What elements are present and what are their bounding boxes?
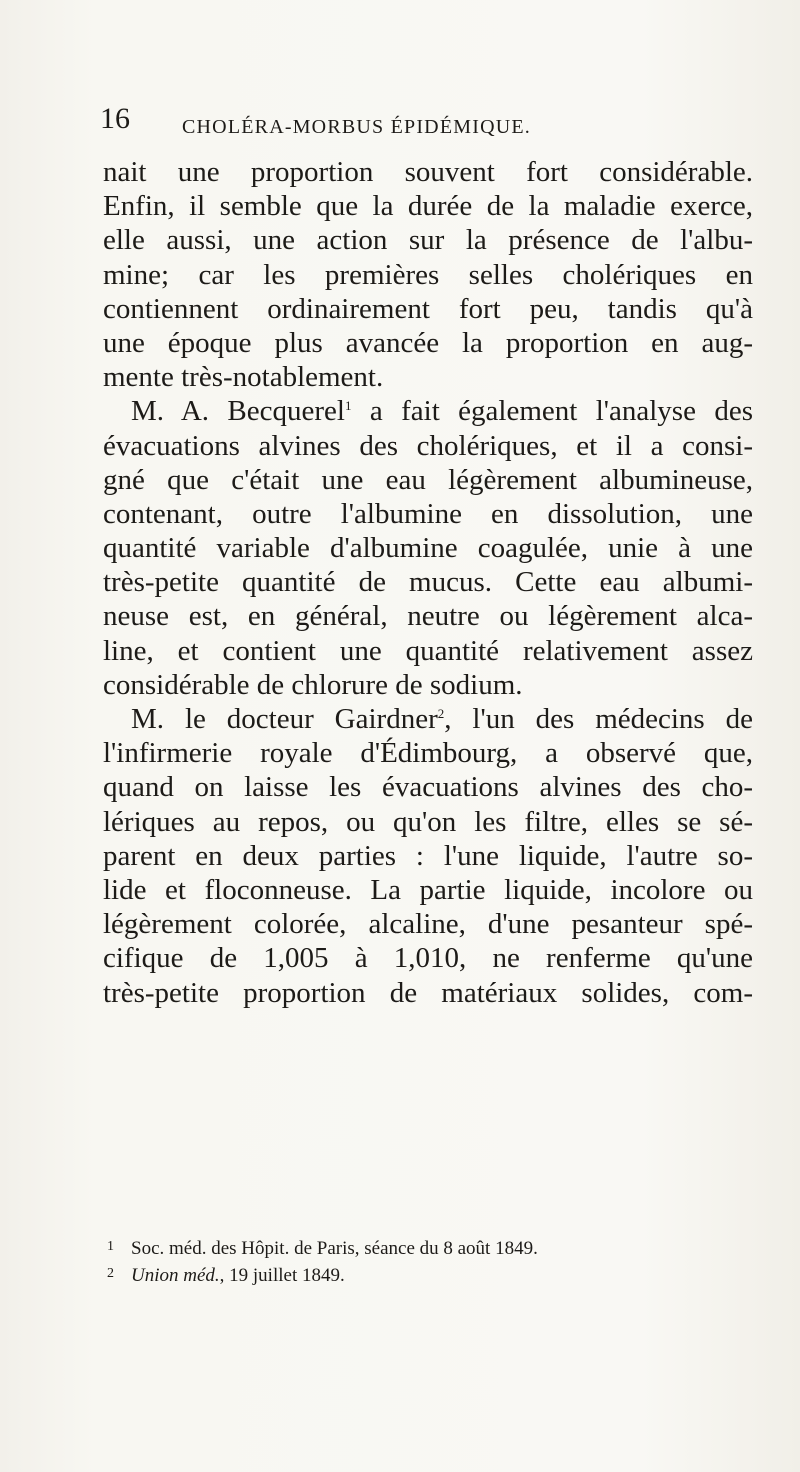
text-line: elle aussi, une action sur la présence de l'albu-	[103, 224, 753, 257]
footnote	[107, 1261, 757, 1288]
text-fragment: a fait également l'analyse des	[351, 395, 754, 428]
text-line: lériques au repos, ou qu'on les filtre, elles se sé-	[103, 805, 753, 838]
text-line: Enfin, il semble que la durée de la maladie exerce,	[103, 190, 753, 223]
text-line: très-petite quantité de mucus. Cette eau albumi-	[103, 566, 753, 599]
footnote-text: Soc. méd. des Hôpit. de Paris, séance du 8 août 1849.	[131, 1238, 538, 1259]
footnote-reference: 1	[344, 398, 352, 414]
text-line: line, et contient une quantité relativement assez	[103, 634, 753, 667]
text-line: gné que c'était une eau légèrement albumineuse,	[103, 463, 753, 496]
text-line-with-footnote	[103, 394, 753, 428]
footnotes	[107, 1234, 757, 1288]
running-title: CHOLÉRA-MORBUS ÉPIDÉMIQUE.	[182, 116, 531, 138]
footnote-text: , 19 juillet 1849.	[219, 1265, 345, 1286]
text-line: neuse est, en général, neutre ou légèrement alca-	[103, 600, 753, 633]
text-line: nait une proportion souvent fort considérable.	[103, 156, 753, 188]
text-line: parent en deux parties : l'une liquide, l'autre so-	[103, 839, 753, 872]
footnote-mark: 2	[107, 1266, 114, 1281]
footnote-source: Union méd.	[131, 1265, 220, 1286]
text-fragment: , l'un des médecins de	[444, 703, 754, 735]
text-line: contiennent ordinairement fort peu, tandis qu'à	[103, 292, 753, 325]
author-name: M. le docteur Gairdner	[131, 703, 438, 735]
text-line: quantité variable d'albumine coagulée, unie à une	[103, 532, 753, 565]
text-line: évacuations alvines des cholériques, et il a consi-	[103, 429, 753, 462]
body-text	[103, 155, 753, 1010]
text-line: lide et floconneuse. La partie liquide, incolore ou	[103, 873, 753, 906]
text-line: cifique de 1,005 à 1,010, ne renferme qu'une	[103, 942, 753, 975]
text-line-with-footnote	[103, 702, 753, 736]
author-name: M. A. Becquerel	[131, 395, 345, 428]
text-line: quand on laisse les évacuations alvines des cho-	[103, 771, 753, 804]
text-line: mine; car les premières selles cholériques en	[103, 258, 753, 291]
text-line: très-petite proportion de matériaux solides, com-	[103, 976, 753, 1009]
text-line: légèrement colorée, alcaline, d'une pesanteur spé-	[103, 908, 753, 941]
text-line: l'infirmerie royale d'Édimbourg, a observé que,	[103, 737, 753, 770]
text-line: contenant, outre l'albumine en dissolution, une	[103, 497, 753, 530]
page-number: 16	[100, 102, 130, 135]
footnote	[107, 1234, 757, 1261]
text-line: considérable de chlorure de sodium.	[103, 668, 523, 701]
footnote-reference: 2	[437, 706, 445, 721]
running-head	[100, 102, 750, 150]
text-line: mente très-notablement.	[103, 361, 384, 394]
footnote-mark: 1	[107, 1239, 114, 1254]
text-line: une époque plus avancée la proportion en aug-	[103, 326, 753, 359]
